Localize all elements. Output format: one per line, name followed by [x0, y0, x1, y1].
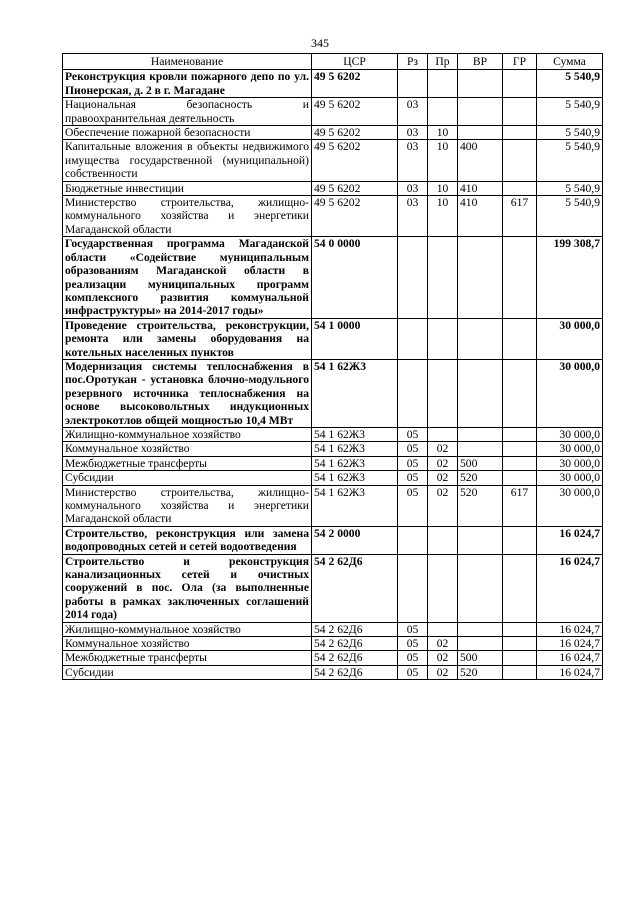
cell-rz: 05 [398, 456, 428, 470]
cell-sum: 199 308,7 [537, 237, 603, 318]
cell-name: Государственная программа Магаданской области «Содействие муниципальным образованиям Магаданской области в реализации муниципальных программ комплексного развития коммунальной инфраструктуры» на 2014-2017 годы» [63, 237, 312, 318]
cell-sum: 30 000,0 [537, 318, 603, 359]
cell-csr: 49 5 6202 [312, 98, 398, 126]
table-row [63, 70, 603, 98]
cell-name: Субсидии [63, 665, 312, 679]
cell-gr [503, 181, 537, 195]
cell-name: Коммунальное хозяйство [63, 442, 312, 456]
cell-name: Модернизация системы теплоснабжения в пос.Оротукан - установка блочно-модульного резервного источника теплоснабжения на основе высоковольтных индукционных электрокотлов общей мощностью 10,4 МВт [63, 359, 312, 427]
cell-pr: 10 [428, 126, 458, 140]
cell-rz: 03 [398, 181, 428, 195]
cell-sum: 16 024,7 [537, 665, 603, 679]
cell-rz: 03 [398, 126, 428, 140]
cell-pr: 10 [428, 140, 458, 181]
cell-rz: 05 [398, 471, 428, 485]
cell-vr: 520 [458, 471, 503, 485]
table-row [63, 237, 603, 318]
cell-gr [503, 98, 537, 126]
cell-name: Жилищно-коммунальное хозяйство [63, 427, 312, 441]
cell-csr: 54 1 62Ж3 [312, 442, 398, 456]
cell-csr: 54 1 62Ж3 [312, 471, 398, 485]
cell-gr [503, 554, 537, 622]
cell-gr [503, 359, 537, 427]
table-row [63, 456, 603, 470]
cell-vr [458, 359, 503, 427]
cell-vr [458, 526, 503, 554]
cell-csr: 54 2 62Д6 [312, 622, 398, 636]
cell-vr: 520 [458, 665, 503, 679]
table-row [63, 196, 603, 237]
cell-pr: 02 [428, 442, 458, 456]
cell-gr [503, 237, 537, 318]
cell-rz: 05 [398, 622, 428, 636]
table-row [63, 622, 603, 636]
cell-pr [428, 70, 458, 98]
cell-rz [398, 554, 428, 622]
cell-sum: 5 540,9 [537, 98, 603, 126]
cell-csr: 54 1 62Ж3 [312, 359, 398, 427]
cell-pr [428, 359, 458, 427]
cell-gr [503, 526, 537, 554]
cell-pr [428, 318, 458, 359]
cell-name: Национальная безопасность и правоохранительная деятельность [63, 98, 312, 126]
cell-rz [398, 70, 428, 98]
page-number: 345 [311, 36, 329, 50]
cell-vr [458, 70, 503, 98]
cell-name: Капитальные вложения в объекты недвижимого имущества государственной (муниципальной) собственности [63, 140, 312, 181]
cell-rz: 05 [398, 637, 428, 651]
cell-vr [458, 126, 503, 140]
cell-sum: 16 024,7 [537, 554, 603, 622]
cell-csr: 54 1 62Ж3 [312, 427, 398, 441]
cell-gr [503, 318, 537, 359]
table-row [63, 98, 603, 126]
cell-pr [428, 237, 458, 318]
cell-rz: 05 [398, 651, 428, 665]
cell-csr: 49 5 6202 [312, 126, 398, 140]
cell-vr [458, 442, 503, 456]
cell-pr: 02 [428, 471, 458, 485]
table-row [63, 140, 603, 181]
cell-vr: 500 [458, 651, 503, 665]
cell-name: Министерство строительства, жилищно-коммунального хозяйства и энергетики Магаданской области [63, 485, 312, 526]
column-header-pr: Пр [428, 54, 458, 70]
table-row [63, 651, 603, 665]
cell-pr: 10 [428, 181, 458, 195]
cell-pr: 02 [428, 637, 458, 651]
cell-gr [503, 651, 537, 665]
cell-rz: 03 [398, 140, 428, 181]
cell-gr [503, 140, 537, 181]
cell-name: Межбюджетные трансферты [63, 651, 312, 665]
cell-csr: 54 0 0000 [312, 237, 398, 318]
table-body [63, 70, 603, 680]
cell-gr: 617 [503, 196, 537, 237]
cell-csr: 54 2 62Д6 [312, 554, 398, 622]
cell-rz: 03 [398, 98, 428, 126]
cell-rz [398, 237, 428, 318]
cell-gr [503, 456, 537, 470]
column-header-gr: ГР [503, 54, 537, 70]
cell-gr [503, 427, 537, 441]
column-header-sum: Сумма [537, 54, 603, 70]
cell-csr: 54 2 62Д6 [312, 637, 398, 651]
cell-pr [428, 526, 458, 554]
cell-csr: 54 1 62Ж3 [312, 456, 398, 470]
cell-sum: 30 000,0 [537, 485, 603, 526]
cell-sum: 16 024,7 [537, 526, 603, 554]
cell-sum: 16 024,7 [537, 622, 603, 636]
table-row [63, 485, 603, 526]
cell-csr: 54 1 62Ж3 [312, 485, 398, 526]
cell-vr [458, 427, 503, 441]
column-header-name: Наименование [63, 54, 312, 70]
cell-vr [458, 554, 503, 622]
column-header-vr: ВР [458, 54, 503, 70]
cell-name: Строительство, реконструкция или замена водопроводных сетей и сетей водоотведения [63, 526, 312, 554]
cell-vr [458, 622, 503, 636]
table-row [63, 637, 603, 651]
table-row [63, 359, 603, 427]
cell-rz: 05 [398, 485, 428, 526]
cell-rz: 05 [398, 427, 428, 441]
cell-vr: 500 [458, 456, 503, 470]
cell-sum: 16 024,7 [537, 637, 603, 651]
cell-csr: 49 5 6202 [312, 70, 398, 98]
cell-gr [503, 471, 537, 485]
cell-gr [503, 637, 537, 651]
cell-pr [428, 98, 458, 126]
cell-pr [428, 427, 458, 441]
cell-sum: 30 000,0 [537, 427, 603, 441]
table-row [63, 554, 603, 622]
table-row [63, 665, 603, 679]
cell-sum: 30 000,0 [537, 442, 603, 456]
table-row [63, 442, 603, 456]
table-row [63, 427, 603, 441]
cell-sum: 5 540,9 [537, 70, 603, 98]
cell-sum: 30 000,0 [537, 456, 603, 470]
cell-name: Строительство и реконструкция канализационных сетей и очистных сооружений в пос. Ола (за выполненные работы в рамках заключенных соглашений 2014 года) [63, 554, 312, 622]
cell-gr [503, 70, 537, 98]
cell-csr: 54 2 62Д6 [312, 651, 398, 665]
table-row [63, 318, 603, 359]
cell-vr [458, 637, 503, 651]
cell-pr: 02 [428, 665, 458, 679]
table-header-row [63, 54, 603, 70]
cell-csr: 54 1 0000 [312, 318, 398, 359]
cell-pr [428, 554, 458, 622]
cell-sum: 5 540,9 [537, 181, 603, 195]
cell-gr [503, 126, 537, 140]
cell-vr: 520 [458, 485, 503, 526]
cell-name: Межбюджетные трансферты [63, 456, 312, 470]
cell-pr: 10 [428, 196, 458, 237]
cell-sum: 30 000,0 [537, 359, 603, 427]
cell-rz [398, 318, 428, 359]
cell-gr [503, 442, 537, 456]
cell-name: Реконструкция кровли пожарного депо по ул. Пионерская, д. 2 в г. Магадане [63, 70, 312, 98]
budget-table [62, 53, 603, 680]
cell-vr: 410 [458, 196, 503, 237]
cell-vr [458, 318, 503, 359]
column-header-rz: Рз [398, 54, 428, 70]
cell-name: Бюджетные инвестиции [63, 181, 312, 195]
cell-gr [503, 665, 537, 679]
cell-sum: 5 540,9 [537, 126, 603, 140]
cell-pr: 02 [428, 485, 458, 526]
cell-name: Обеспечение пожарной безопасности [63, 126, 312, 140]
cell-csr: 49 5 6202 [312, 196, 398, 237]
column-header-csr: ЦСР [312, 54, 398, 70]
table-row [63, 471, 603, 485]
table-row [63, 181, 603, 195]
cell-rz [398, 359, 428, 427]
table-row [63, 126, 603, 140]
cell-rz: 05 [398, 665, 428, 679]
cell-vr: 410 [458, 181, 503, 195]
cell-sum: 5 540,9 [537, 196, 603, 237]
cell-gr [503, 622, 537, 636]
cell-sum: 16 024,7 [537, 651, 603, 665]
cell-pr [428, 622, 458, 636]
cell-name: Министерство строительства, жилищно-коммунального хозяйства и энергетики Магаданской области [63, 196, 312, 237]
cell-csr: 54 2 0000 [312, 526, 398, 554]
cell-csr: 54 2 62Д6 [312, 665, 398, 679]
cell-name: Проведение строительства, реконструкции, ремонта или замены оборудования на котельных населенных пунктов [63, 318, 312, 359]
cell-sum: 30 000,0 [537, 471, 603, 485]
cell-vr [458, 98, 503, 126]
table-row [63, 526, 603, 554]
cell-pr: 02 [428, 651, 458, 665]
cell-rz: 03 [398, 196, 428, 237]
cell-sum: 5 540,9 [537, 140, 603, 181]
cell-name: Коммунальное хозяйство [63, 637, 312, 651]
cell-vr [458, 237, 503, 318]
cell-name: Жилищно-коммунальное хозяйство [63, 622, 312, 636]
cell-rz [398, 526, 428, 554]
cell-vr: 400 [458, 140, 503, 181]
cell-csr: 49 5 6202 [312, 181, 398, 195]
cell-name: Субсидии [63, 471, 312, 485]
cell-gr: 617 [503, 485, 537, 526]
cell-pr: 02 [428, 456, 458, 470]
cell-csr: 49 5 6202 [312, 140, 398, 181]
cell-rz: 05 [398, 442, 428, 456]
